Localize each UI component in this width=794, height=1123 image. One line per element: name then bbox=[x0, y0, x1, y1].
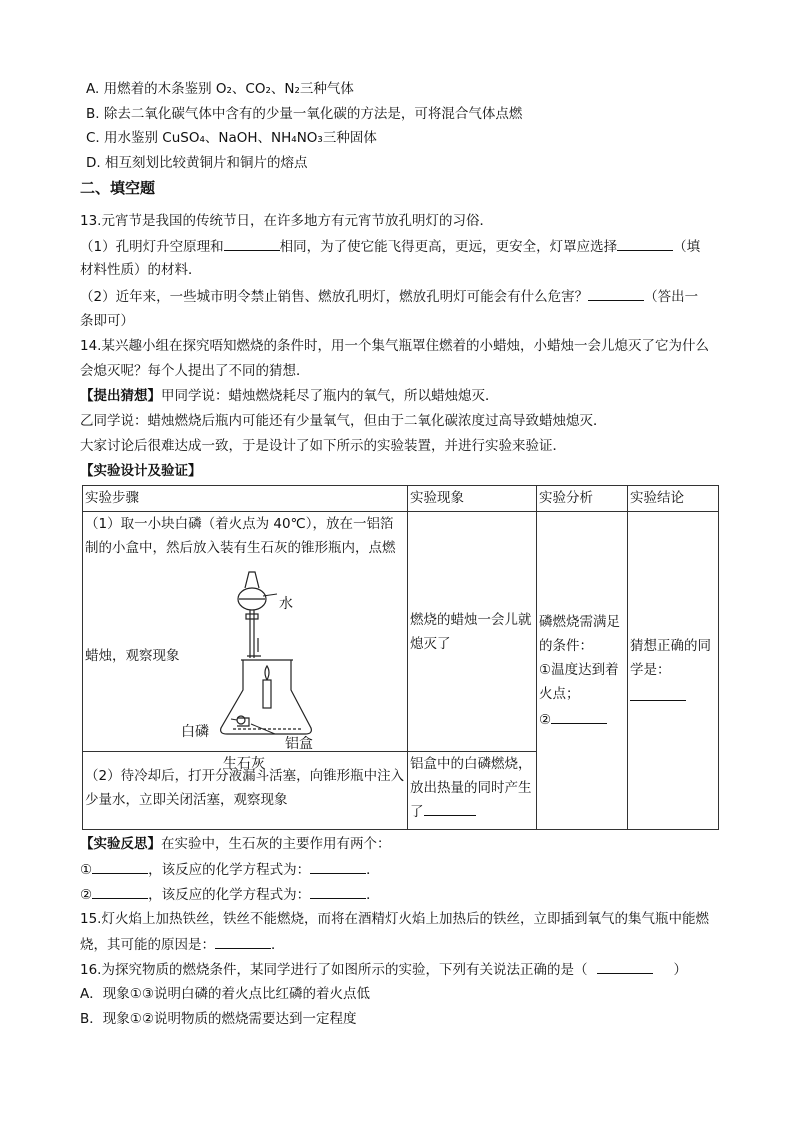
q13-p1a: （1）孔明灯升空原理和 bbox=[80, 239, 224, 255]
q13-part1 bbox=[80, 236, 700, 257]
q13-p2a: （2）近年来，一些城市明令禁止销售、燃放孔明灯，燃放孔明灯可能会有什么危害？ bbox=[80, 289, 589, 305]
q15-end: ． bbox=[271, 937, 285, 953]
reflection-num1: ① bbox=[80, 862, 93, 878]
q14-design-label: 【实验设计及验证】 bbox=[80, 463, 202, 479]
q15-line2 bbox=[80, 934, 285, 955]
reflection-num2: ② bbox=[80, 887, 93, 903]
blank-obs2[interactable] bbox=[424, 801, 476, 816]
q13-p1b: 相同，为了使它能飞得更高，更远，更安全，灯罩应选择 bbox=[279, 239, 618, 255]
label-white-phosphorus: 白磷 bbox=[181, 724, 209, 740]
option-d: D. 相互刻划比较黄铜片和铜片的熔点 bbox=[86, 155, 308, 171]
hypothesis-jia: 甲同学说：蜡烛燃烧耗尽了瓶内的氧气，所以蜡烛熄灭． bbox=[161, 388, 499, 404]
q16-l1a: 16.为探究物质的燃烧条件，某同学进行了如图所示的实验，下列有关说法正确的是（ bbox=[80, 962, 588, 978]
blank-q16[interactable] bbox=[597, 959, 653, 974]
q14-line5: 大家讨论后很难达成一致，于是设计了如下所示的实验装置，并进行实验来验证． bbox=[80, 438, 566, 454]
blank-q13-3[interactable] bbox=[588, 286, 644, 301]
option-a: A. 用燃着的木条鉴别 O₂、CO₂、N₂三种气体 bbox=[86, 81, 354, 97]
q14-reflection bbox=[80, 834, 391, 854]
obs2-cell bbox=[408, 752, 537, 830]
reflection-end1: ． bbox=[366, 862, 380, 878]
q13-p1c: （填 bbox=[673, 239, 701, 255]
obs2-line1: 铝盒中的白磷燃烧， bbox=[410, 756, 532, 772]
label-aluminum-box: 铝盒 bbox=[285, 736, 313, 752]
obs1-line1: 燃烧的蜡烛一会儿就 bbox=[410, 612, 532, 628]
q13-part2-cont: 条即可） bbox=[80, 313, 134, 329]
q13-stem: 13.元宵节是我国的传统节日，在许多地方有元宵节放孔明灯的习俗． bbox=[80, 213, 493, 229]
apparatus-figure bbox=[211, 568, 341, 748]
header-observation: 实验现象 bbox=[408, 486, 537, 512]
q16-option-b: B．现象①②说明物质的燃烧需要达到一定程度 bbox=[80, 1011, 357, 1027]
blank-q15[interactable] bbox=[215, 934, 271, 949]
q14-reflection-2 bbox=[80, 884, 380, 905]
q14-line1: 14.某兴趣小组在探究唔知燃烧的条件时，用一个集气瓶罩住燃着的小蜡烛，小蜡烛一会儿熄灭了它为什么 bbox=[80, 338, 709, 354]
step1-cell bbox=[83, 512, 408, 772]
analysis-line5 bbox=[539, 708, 607, 732]
q16-paren: ） bbox=[673, 962, 687, 978]
obs2-line2: 放出热量的同时产生 bbox=[410, 780, 532, 796]
reflection-text: 在实验中，生石灰的主要作用有两个： bbox=[161, 836, 391, 852]
analysis-line3: ①温度达到着 bbox=[539, 662, 619, 678]
blank-reflection-2a[interactable] bbox=[92, 884, 148, 899]
q14-line4: 乙同学说：蜡烛燃烧后瓶内可能还有少量氧气，但由于二氧化碳浓度过高导致蜡烛熄灭． bbox=[80, 413, 607, 429]
q16-option-a: A．现象①③说明白磷的着火点比红磷的着火点低 bbox=[80, 986, 370, 1002]
obs1-cell bbox=[408, 512, 537, 752]
analysis-num2: ② bbox=[539, 712, 552, 728]
step2-line2: 少量水，立即关闭活塞，观察现象 bbox=[85, 792, 288, 808]
header-analysis: 实验分析 bbox=[537, 486, 628, 512]
step1-line3: 蜡烛，观察现象 bbox=[85, 648, 180, 664]
blank-analysis-2[interactable] bbox=[551, 709, 607, 724]
obs2-le: 了 bbox=[410, 804, 424, 820]
conclusion-line2: 学是： bbox=[630, 662, 671, 678]
q15-l2a: 烧，其可能的原因是： bbox=[80, 937, 215, 953]
step1-line1: （1）取一小块白磷（着火点为 40℃），放在一铝箔 bbox=[85, 516, 394, 532]
experiment-table bbox=[82, 485, 719, 830]
header-step: 实验步骤 bbox=[83, 486, 408, 512]
step1-line2: 制的小盒中，然后放入装有生石灰的锥形瓶内，点燃 bbox=[85, 540, 396, 556]
analysis-line1: 磷燃烧需满足 bbox=[539, 614, 620, 630]
q14-line2: 会熄灭呢？每个人提出了不同的猜想． bbox=[80, 363, 310, 379]
obs1-line2: 熄灭了 bbox=[410, 636, 451, 652]
q14-reflection-1 bbox=[80, 859, 380, 880]
conclusion-line1: 猜想正确的同 bbox=[630, 638, 711, 654]
step2-line1: （2）待冷却后，打开分液漏斗活塞，向锥形瓶中注入 bbox=[85, 768, 405, 784]
analysis-cell bbox=[537, 512, 628, 830]
blank-conclusion[interactable] bbox=[630, 686, 686, 701]
blank-reflection-1a[interactable] bbox=[92, 859, 148, 874]
option-b: B. 除去二氧化碳气体中含有的少量一氧化碳的方法是，可将混合气体点燃 bbox=[86, 106, 523, 122]
analysis-line2: 的条件： bbox=[539, 638, 593, 654]
reflection-eq1-text: ，该反应的化学方程式为： bbox=[148, 862, 311, 878]
q13-part2 bbox=[80, 286, 698, 307]
reflection-label: 【实验反思】 bbox=[80, 836, 161, 852]
analysis-line4: 火点； bbox=[539, 686, 580, 702]
blank-reflection-2b[interactable] bbox=[310, 884, 366, 899]
label-water: 水 bbox=[279, 596, 293, 612]
label-quicklime: 生石灰 bbox=[223, 756, 265, 772]
blank-reflection-1b[interactable] bbox=[310, 859, 366, 874]
reflection-eq2-text: ，该反应的化学方程式为： bbox=[148, 887, 311, 903]
header-conclusion: 实验结论 bbox=[628, 486, 719, 512]
q15-line1: 15.灯火焰上加热铁丝，铁丝不能燃烧，而将在酒精灯火焰上加热后的铁丝，立即插到氧气的集气瓶中能燃 bbox=[80, 911, 709, 927]
q14-hypothesis bbox=[80, 386, 499, 406]
q13-part1-cont: 材料性质）的材料． bbox=[80, 262, 202, 278]
option-c: C. 用水鉴别 CuSO₄、NaOH、NH₄NO₃三种固体 bbox=[86, 130, 377, 146]
q16-stem bbox=[80, 959, 687, 980]
q13-p2b: （答出一 bbox=[644, 289, 699, 305]
section-title: 二、填空题 bbox=[80, 179, 156, 197]
blank-q13-1[interactable] bbox=[224, 236, 280, 251]
reflection-end2: ． bbox=[366, 887, 380, 903]
blank-q13-2[interactable] bbox=[617, 236, 673, 251]
obs2-line3 bbox=[410, 800, 534, 824]
hypothesis-label: 【提出猜想】 bbox=[80, 388, 161, 404]
conclusion-cell bbox=[628, 512, 719, 830]
